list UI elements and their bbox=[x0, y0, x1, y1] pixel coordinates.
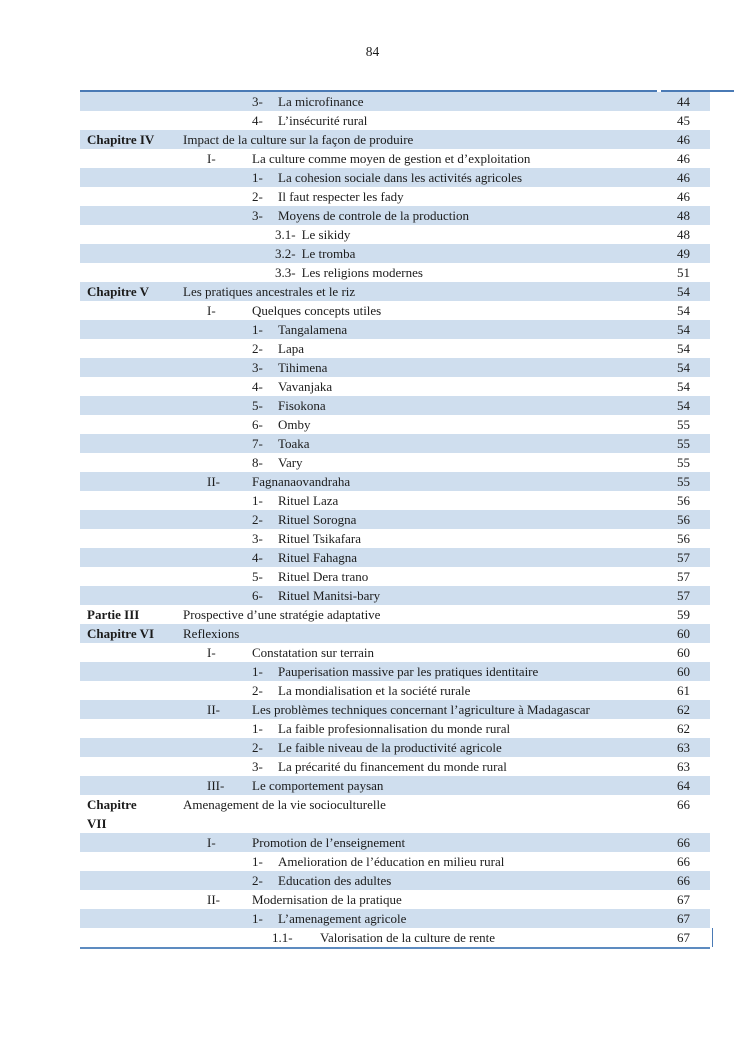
toc-item-text: La culture comme moyen de gestion et d’exploitation bbox=[252, 151, 531, 166]
toc-row bbox=[80, 928, 710, 947]
toc-item-text: Fisokona bbox=[278, 398, 326, 413]
toc-row bbox=[80, 738, 710, 757]
toc-row bbox=[80, 149, 710, 168]
toc-entry-title bbox=[183, 795, 657, 814]
toc-item-text: Les problèmes techniques concernant l’agriculture à Madagascar bbox=[252, 702, 590, 717]
toc-item-marker: 1.1- bbox=[272, 930, 293, 945]
table-of-contents bbox=[80, 90, 734, 949]
toc-entry-title bbox=[183, 776, 657, 795]
toc-item-text: La mondialisation et la société rurale bbox=[278, 683, 471, 698]
toc-item-marker: 3- bbox=[252, 208, 263, 223]
toc-roman-numeral: I- bbox=[207, 835, 216, 850]
toc-item-marker: 3- bbox=[252, 531, 263, 546]
toc-entry-title bbox=[183, 586, 657, 605]
toc-item-text: Rituel Manitsi-bary bbox=[278, 588, 381, 603]
toc-item-marker: 1- bbox=[252, 721, 263, 736]
toc-row bbox=[80, 358, 710, 377]
toc-row bbox=[80, 453, 710, 472]
toc-row bbox=[80, 415, 710, 434]
toc-item-marker: 6- bbox=[252, 588, 263, 603]
toc-row bbox=[80, 586, 710, 605]
toc-row bbox=[80, 111, 710, 130]
toc-item-text: Valorisation de la culture de rente bbox=[320, 930, 496, 945]
toc-item-marker: 4- bbox=[252, 113, 263, 128]
toc-page-number: 56 bbox=[677, 493, 690, 508]
toc-item-text: Constatation sur terrain bbox=[252, 645, 375, 660]
toc-item-text: Le sikidy bbox=[301, 227, 351, 242]
table-bottom-border bbox=[80, 947, 710, 949]
toc-roman-numeral: I- bbox=[207, 151, 216, 166]
toc-row bbox=[80, 795, 710, 833]
toc-entry-title bbox=[183, 681, 657, 700]
toc-item-text: Vavanjaka bbox=[278, 379, 333, 394]
toc-roman-numeral: I- bbox=[207, 645, 216, 660]
toc-chapter-label: Partie III bbox=[87, 607, 140, 622]
toc-item-marker: 3.1- bbox=[275, 227, 296, 242]
toc-item-text: Toaka bbox=[278, 436, 310, 451]
toc-item-marker: 2- bbox=[252, 512, 263, 527]
toc-item-text: Rituel Dera trano bbox=[278, 569, 369, 584]
toc-row bbox=[80, 833, 710, 852]
toc-entry-title bbox=[183, 605, 657, 624]
toc-row bbox=[80, 130, 710, 149]
toc-item-text: Le comportement paysan bbox=[252, 778, 384, 793]
toc-row bbox=[80, 757, 710, 776]
toc-row bbox=[80, 377, 710, 396]
toc-entry-title bbox=[183, 358, 657, 377]
toc-item-text: Il faut respecter les fady bbox=[278, 189, 404, 204]
toc-entry-title bbox=[183, 434, 657, 453]
toc-page-number: 49 bbox=[677, 246, 690, 261]
toc-entry-title bbox=[183, 415, 657, 434]
toc-item-text: Pauperisation massive par les pratiques identitaire bbox=[278, 664, 539, 679]
toc-page-number: 66 bbox=[677, 797, 690, 812]
toc-item-marker: 3.2- bbox=[275, 246, 296, 261]
toc-page-number: 54 bbox=[677, 322, 690, 337]
toc-item-text: Omby bbox=[278, 417, 311, 432]
toc-item-text: Les pratiques ancestrales et le riz bbox=[183, 284, 356, 299]
toc-row bbox=[80, 491, 710, 510]
toc-page-number: 55 bbox=[677, 474, 690, 489]
toc-item-text: Education des adultes bbox=[278, 873, 392, 888]
toc-row bbox=[80, 776, 710, 795]
toc-entry-title bbox=[183, 92, 657, 111]
toc-item-marker: 5- bbox=[252, 398, 263, 413]
toc-page-number: 55 bbox=[677, 436, 690, 451]
toc-entry-title bbox=[183, 624, 657, 643]
table-right-border-stub bbox=[712, 928, 714, 947]
toc-entry-title bbox=[183, 529, 657, 548]
toc-row bbox=[80, 472, 710, 491]
toc-row bbox=[80, 244, 710, 263]
toc-page-number: 66 bbox=[677, 873, 690, 888]
toc-row bbox=[80, 890, 710, 909]
toc-entry-title bbox=[183, 472, 657, 491]
toc-page-number: 44 bbox=[677, 94, 690, 109]
toc-page-number: 54 bbox=[677, 398, 690, 413]
toc-page-number: 60 bbox=[677, 645, 690, 660]
toc-item-text: Amelioration de l’éducation en milieu rural bbox=[278, 854, 505, 869]
toc-page-number: 46 bbox=[677, 189, 690, 204]
toc-row bbox=[80, 871, 710, 890]
toc-page-number: 54 bbox=[677, 303, 690, 318]
toc-item-text: L’insécurité rural bbox=[278, 113, 368, 128]
toc-page-number: 62 bbox=[677, 721, 690, 736]
toc-page-number: 60 bbox=[677, 626, 690, 641]
toc-row bbox=[80, 605, 710, 624]
toc-page-number: 66 bbox=[677, 835, 690, 850]
toc-page-number: 54 bbox=[677, 379, 690, 394]
toc-entry-title bbox=[183, 833, 657, 852]
toc-entry-title bbox=[183, 852, 657, 871]
toc-page-number: 57 bbox=[677, 550, 690, 565]
toc-row bbox=[80, 700, 710, 719]
toc-row bbox=[80, 567, 710, 586]
toc-item-marker: 8- bbox=[252, 455, 263, 470]
toc-row bbox=[80, 624, 710, 643]
toc-page-number: 67 bbox=[677, 930, 690, 945]
toc-row bbox=[80, 320, 710, 339]
toc-row bbox=[80, 187, 710, 206]
toc-entry-title bbox=[183, 377, 657, 396]
toc-row bbox=[80, 301, 710, 320]
toc-row bbox=[80, 225, 710, 244]
toc-page-number: 55 bbox=[677, 455, 690, 470]
toc-chapter-label: Chapitre IV bbox=[87, 132, 155, 147]
toc-page-number: 64 bbox=[677, 778, 690, 793]
toc-row bbox=[80, 282, 710, 301]
toc-row bbox=[80, 510, 710, 529]
toc-row bbox=[80, 529, 710, 548]
toc-item-marker: 4- bbox=[252, 379, 263, 394]
toc-item-marker: 1- bbox=[252, 493, 263, 508]
toc-roman-numeral: II- bbox=[207, 702, 220, 717]
toc-entry-title bbox=[183, 871, 657, 890]
toc-item-text: Rituel Tsikafara bbox=[278, 531, 361, 546]
toc-row bbox=[80, 852, 710, 871]
toc-page-number: 48 bbox=[677, 227, 690, 242]
toc-item-marker: 2- bbox=[252, 873, 263, 888]
toc-roman-numeral: II- bbox=[207, 474, 220, 489]
toc-entry-title bbox=[183, 453, 657, 472]
toc-roman-numeral: II- bbox=[207, 892, 220, 907]
toc-row bbox=[80, 681, 710, 700]
toc-row bbox=[80, 168, 710, 187]
toc-row bbox=[80, 643, 710, 662]
toc-entry-title bbox=[183, 491, 657, 510]
toc-item-text: La microfinance bbox=[278, 94, 364, 109]
toc-item-text: Rituel Laza bbox=[278, 493, 339, 508]
toc-item-marker: 1- bbox=[252, 322, 263, 337]
toc-entry-title bbox=[183, 168, 657, 187]
toc-item-marker: 7- bbox=[252, 436, 263, 451]
toc-item-marker: 3- bbox=[252, 94, 263, 109]
toc-roman-numeral: I- bbox=[207, 303, 216, 318]
toc-entry-title bbox=[183, 149, 657, 168]
toc-item-text: Vary bbox=[278, 455, 303, 470]
toc-row bbox=[80, 662, 710, 681]
toc-item-marker: 1- bbox=[252, 911, 263, 926]
toc-entry-title bbox=[183, 206, 657, 225]
toc-row bbox=[80, 396, 710, 415]
toc-item-text: Amenagement de la vie socioculturelle bbox=[183, 797, 386, 812]
toc-entry-title bbox=[183, 263, 657, 282]
toc-page-number: 55 bbox=[677, 417, 690, 432]
toc-row bbox=[80, 434, 710, 453]
toc-page-number: 45 bbox=[677, 113, 690, 128]
page-number-header: 84 bbox=[365, 44, 380, 59]
toc-entry-title bbox=[183, 225, 657, 244]
toc-page-number: 59 bbox=[677, 607, 690, 622]
toc-row bbox=[80, 548, 710, 567]
toc-item-marker: 3.3- bbox=[275, 265, 296, 280]
toc-row bbox=[80, 909, 710, 928]
toc-item-marker: 5- bbox=[252, 569, 263, 584]
toc-item-text: Moyens de controle de la production bbox=[278, 208, 469, 223]
toc-page-number: 51 bbox=[677, 265, 690, 280]
toc-item-text: Rituel Fahagna bbox=[278, 550, 358, 565]
toc-entry-title bbox=[183, 719, 657, 738]
toc-item-text: L’amenagement agricole bbox=[278, 911, 407, 926]
toc-entry-title bbox=[183, 662, 657, 681]
toc-entry-title bbox=[183, 567, 657, 586]
toc-entry-title bbox=[183, 320, 657, 339]
toc-entry-title bbox=[183, 396, 657, 415]
toc-entry-title bbox=[183, 339, 657, 358]
toc-page-number: 48 bbox=[677, 208, 690, 223]
toc-chapter-label: Chapitre VII bbox=[87, 797, 137, 831]
toc-entry-title bbox=[183, 111, 657, 130]
toc-entry-title bbox=[183, 757, 657, 776]
toc-row bbox=[80, 92, 710, 111]
toc-item-text: Lapa bbox=[278, 341, 304, 356]
toc-item-marker: 2- bbox=[252, 341, 263, 356]
toc-item-marker: 1- bbox=[252, 170, 263, 185]
toc-entry-title bbox=[183, 738, 657, 757]
toc-item-marker: 2- bbox=[252, 740, 263, 755]
toc-page-number: 60 bbox=[677, 664, 690, 679]
toc-entry-title bbox=[183, 909, 657, 928]
toc-entry-title bbox=[183, 548, 657, 567]
toc-entry-title bbox=[183, 643, 657, 662]
toc-entry-title bbox=[183, 928, 657, 947]
toc-entry-title bbox=[183, 301, 657, 320]
toc-item-text: Modernisation de la pratique bbox=[252, 892, 402, 907]
toc-entry-title bbox=[183, 130, 657, 149]
toc-row bbox=[80, 206, 710, 225]
toc-chapter-label: Chapitre VI bbox=[87, 626, 155, 641]
toc-item-text: Les religions modernes bbox=[301, 265, 423, 280]
toc-item-text: Rituel Sorogna bbox=[278, 512, 357, 527]
toc-page-number: 63 bbox=[677, 740, 690, 755]
toc-page-number: 56 bbox=[677, 531, 690, 546]
toc-item-marker: 6- bbox=[252, 417, 263, 432]
toc-page-number: 66 bbox=[677, 854, 690, 869]
toc-item-text: Impact de la culture sur la façon de produire bbox=[183, 132, 414, 147]
toc-page-number: 46 bbox=[677, 132, 690, 147]
toc-item-text: Prospective d’une stratégie adaptative bbox=[183, 607, 381, 622]
toc-item-marker: 1- bbox=[252, 664, 263, 679]
toc-page-number: 46 bbox=[677, 151, 690, 166]
toc-item-marker: 2- bbox=[252, 683, 263, 698]
toc-item-marker: 3- bbox=[252, 360, 263, 375]
toc-entry-title bbox=[183, 187, 657, 206]
toc-page-number: 54 bbox=[677, 341, 690, 356]
toc-page-number: 56 bbox=[677, 512, 690, 527]
toc-item-text: La faible profesionnalisation du monde rural bbox=[278, 721, 511, 736]
toc-item-marker: 3- bbox=[252, 759, 263, 774]
toc-chapter-label: Chapitre V bbox=[87, 284, 149, 299]
toc-entry-title bbox=[183, 282, 657, 301]
toc-page-number: 67 bbox=[677, 911, 690, 926]
toc-page-number: 57 bbox=[677, 569, 690, 584]
toc-item-text: Tangalamena bbox=[278, 322, 348, 337]
toc-item-marker: 1- bbox=[252, 854, 263, 869]
toc-item-text: La précarité du financement du monde rural bbox=[278, 759, 507, 774]
toc-row bbox=[80, 263, 710, 282]
toc-page-number: 46 bbox=[677, 170, 690, 185]
toc-item-text: Le faible niveau de la productivité agricole bbox=[278, 740, 502, 755]
toc-item-text: Fagnanaovandraha bbox=[252, 474, 351, 489]
toc-entry-title bbox=[183, 244, 657, 263]
toc-page-number: 67 bbox=[677, 892, 690, 907]
toc-page-number: 61 bbox=[677, 683, 690, 698]
toc-row bbox=[80, 719, 710, 738]
toc-row bbox=[80, 339, 710, 358]
toc-item-text: Tihimena bbox=[278, 360, 328, 375]
toc-rows bbox=[80, 92, 710, 947]
toc-item-text: Quelques concepts utiles bbox=[252, 303, 382, 318]
toc-page-number: 57 bbox=[677, 588, 690, 603]
toc-entry-title bbox=[183, 890, 657, 909]
toc-roman-numeral: III- bbox=[207, 778, 225, 793]
toc-entry-title bbox=[183, 700, 657, 719]
toc-page-number: 62 bbox=[677, 702, 690, 717]
toc-item-marker: 2- bbox=[252, 189, 263, 204]
toc-item-text: Promotion de l’enseignement bbox=[252, 835, 406, 850]
toc-page-number: 54 bbox=[677, 360, 690, 375]
toc-page-number: 54 bbox=[677, 284, 690, 299]
toc-item-text: La cohesion sociale dans les activités agricoles bbox=[278, 170, 523, 185]
toc-item-text: Reflexions bbox=[183, 626, 240, 641]
toc-item-marker: 4- bbox=[252, 550, 263, 565]
toc-entry-title bbox=[183, 510, 657, 529]
toc-item-text: Le tromba bbox=[301, 246, 356, 261]
toc-page-number: 63 bbox=[677, 759, 690, 774]
